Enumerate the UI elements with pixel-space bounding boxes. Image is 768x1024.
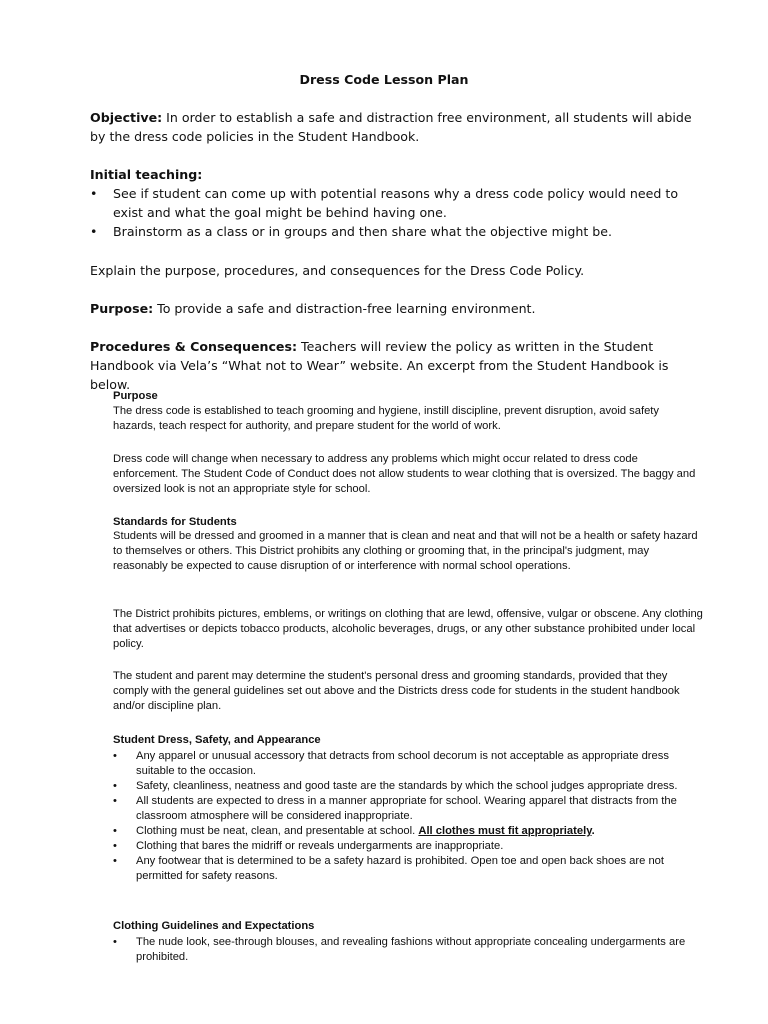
list-item bbox=[113, 824, 703, 839]
excerpt-standards-heading: Standards for Students bbox=[113, 516, 237, 528]
excerpt-purpose-heading: Purpose bbox=[113, 390, 158, 402]
list-item-text: Clothing must be neat, clean, and presentable at school. bbox=[136, 825, 419, 837]
excerpt-purpose-paragraph-2: Dress code will change when necessary to address any problems which might occur related to dress code enforcement. The Student Code of Conduct does not allow students to wear clothing that is oversized. The baggy and oversized look is not an appropriate style for school. bbox=[113, 453, 696, 495]
explain-paragraph: Explain the purpose, procedures, and consequences for the Dress Code Policy. bbox=[90, 263, 585, 278]
procedures-text: Teachers will review the policy as written in the Student Handbook via Vela’s “What not to Wear” website. An excerpt from the Student Handbook is below. bbox=[90, 339, 669, 392]
list-item: • Any footwear that is determined to be a safety hazard is prohibited. Open toe and open back shoes are not permitted for safety reasons. bbox=[113, 854, 703, 884]
excerpt-clothing-heading: Clothing Guidelines and Expectations bbox=[113, 920, 315, 932]
objective-text: In order to establish a safe and distraction free environment, all students will abide by the dress code policies in the Student Handbook. bbox=[90, 110, 692, 144]
purpose-paragraph bbox=[90, 299, 702, 318]
excerpt-dress-heading: Student Dress, Safety, and Appearance bbox=[113, 734, 321, 746]
list-item: • Brainstorm as a class or in groups and then share what the objective might be. bbox=[90, 222, 702, 241]
purpose-text: To provide a safe and distraction-free learning environment. bbox=[153, 301, 536, 316]
objective-paragraph bbox=[90, 108, 702, 146]
document-title: Dress Code Lesson Plan bbox=[299, 72, 469, 87]
fit-emphasis: All clothes must fit appropriately bbox=[418, 825, 592, 837]
fit-emphasis-period: . bbox=[591, 825, 595, 837]
initial-teaching-list bbox=[90, 184, 702, 241]
list-item: • See if student can come up with potential reasons why a dress code policy would need to exist and what the goal might be behind having one. bbox=[90, 184, 702, 222]
list-item: • All students are expected to dress in a manner appropriate for school. Wearing apparel that distracts from the classroom atmosphere will be considered inappropriate. bbox=[113, 794, 703, 824]
excerpt-standards-paragraph-2: The District prohibits pictures, emblems, or writings on clothing that are lewd, offensive, vulgar or obscene. Any clothing that advertises or depicts tobacco products, alcoholic beverages, drugs, or any other substance prohibited under local policy. bbox=[113, 608, 703, 650]
excerpt-clothing-list bbox=[113, 935, 703, 965]
list-item: • The nude look, see-through blouses, and revealing fashions without appropriate concealing undergarments are prohibited. bbox=[113, 935, 703, 965]
initial-teaching-heading: Initial teaching: bbox=[90, 167, 203, 182]
excerpt-purpose-paragraph-1: The dress code is established to teach grooming and hygiene, instill discipline, prevent disruption, avoid safety hazards, teach respect for authority, and prepare student for the world of work. bbox=[113, 405, 660, 432]
excerpt-dress-list bbox=[113, 749, 703, 884]
excerpt-standards-paragraph-1: Students will be dressed and groomed in a manner that is clean and neat and that will not be a health or safety hazard to themselves or others. This District prohibits any clothing or grooming that, in the principal's judgment, may reasonably be expected to cause disruption of or interference with normal school operations. bbox=[113, 530, 698, 572]
list-item: • Any apparel or unusual accessory that detracts from school decorum is not acceptable as appropriate dress suitable to the occasion. bbox=[113, 749, 703, 779]
purpose-label: Purpose: bbox=[90, 301, 154, 316]
list-item: • Safety, cleanliness, neatness and good taste are the standards by which the school judges appropriate dress. bbox=[113, 779, 703, 794]
procedures-label: Procedures & Consequences: bbox=[90, 339, 298, 354]
excerpt-standards-paragraph-3: The student and parent may determine the student's personal dress and grooming standards, provided that they comply with the general guidelines set out above and the Districts dress code for students in the student handbook and/or discipline plan. bbox=[113, 670, 680, 712]
list-item: • Clothing that bares the midriff or reveals undergarments are inappropriate. bbox=[113, 839, 703, 854]
procedures-paragraph bbox=[90, 337, 702, 394]
objective-label: Objective: bbox=[90, 110, 163, 125]
